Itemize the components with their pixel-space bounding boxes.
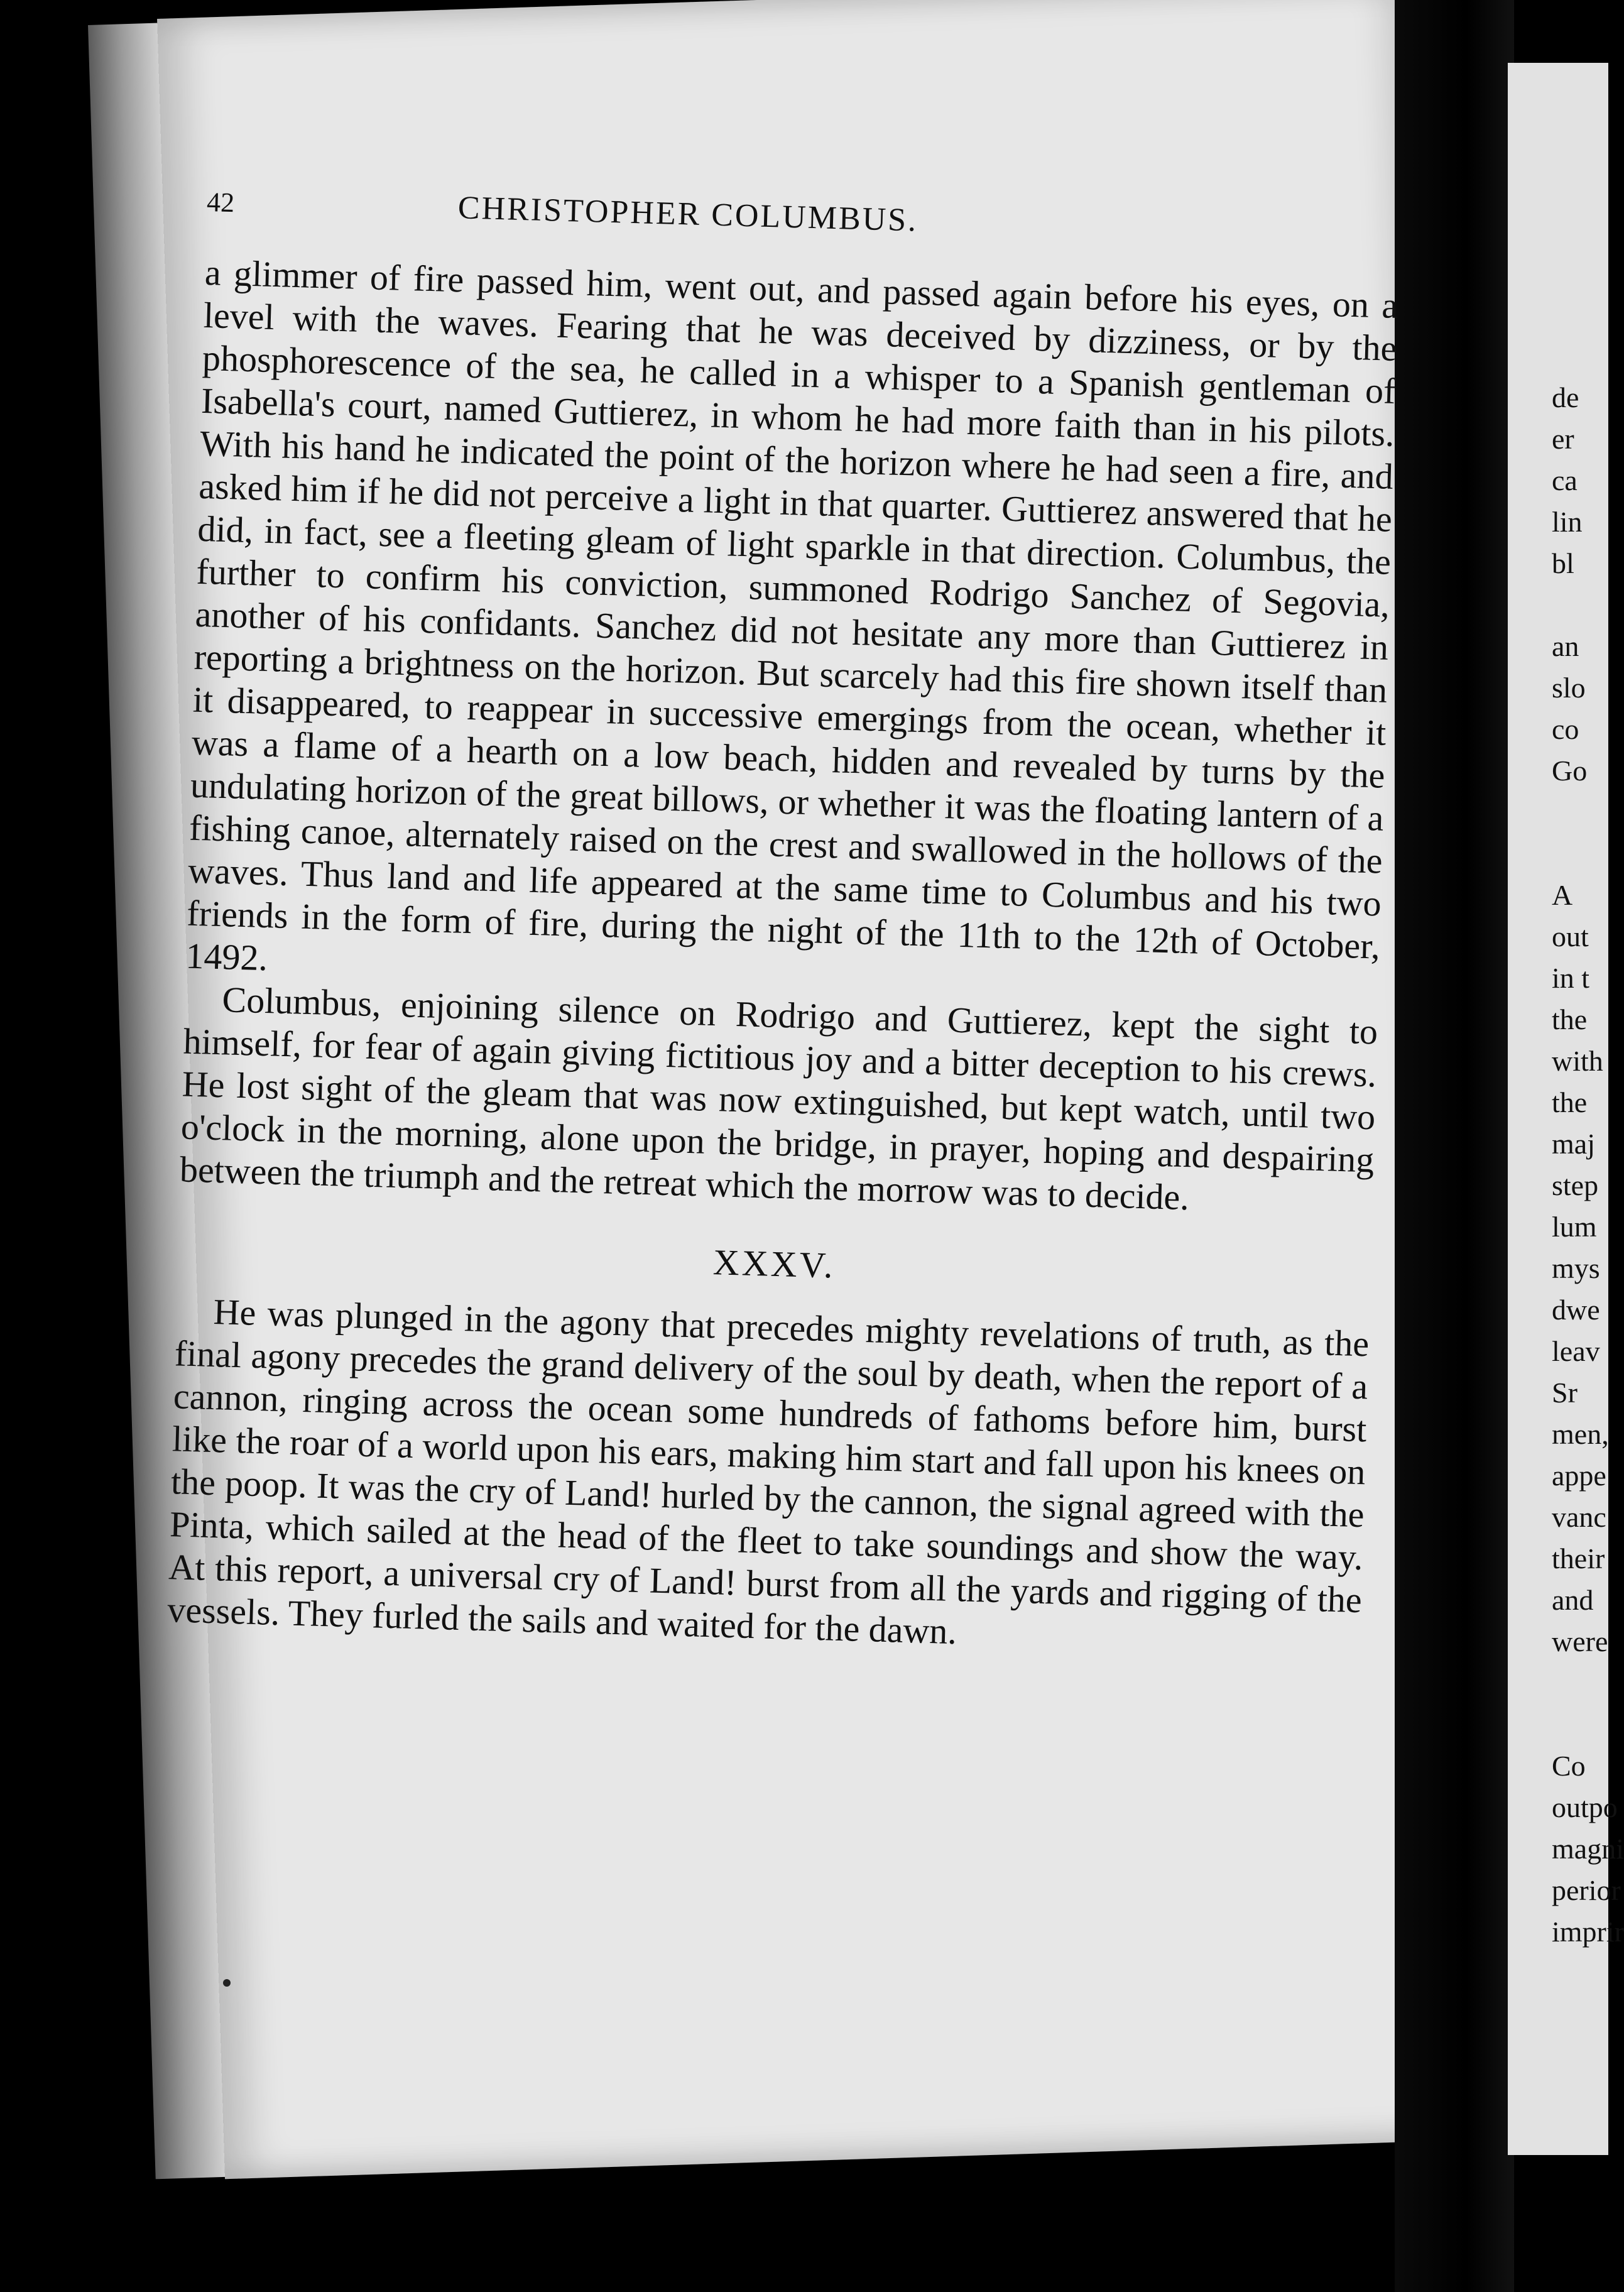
- facing-fragment: step: [1552, 1169, 1599, 1201]
- facing-fragment: with: [1552, 1045, 1603, 1077]
- facing-fragment: A: [1552, 879, 1573, 911]
- facing-fragment: mys: [1552, 1252, 1600, 1284]
- left-page-text: [167, 182, 1401, 1664]
- facing-fragment: in t: [1552, 962, 1590, 994]
- facing-fragment: er: [1552, 423, 1574, 455]
- facing-fragment: magni: [1552, 1833, 1624, 1865]
- facing-fragment: appe: [1552, 1460, 1606, 1492]
- paragraph-3: He was plunged in the agony that precedes mighty revelations of truth, as the final agony precedes the grand delivery of the soul by death, when the report of a cannon, ringing across the ocean some hundreds of fathoms before him, burst like the roar of a world upon his ears, making him start and fall upon his knees on the poop. It was the cry of Land! hurled by the cannon, the signal agreed with the Pinta, which sailed at the head of the fleet to take soundings and show the way. At this report, a universal cry of Land! burst from all the yards and rigging of the vessels. They furled the sails and waited for the dawn.: [166, 1291, 1370, 1652]
- facing-fragment: Go: [1552, 755, 1588, 787]
- paragraph-2: Columbus, enjoining silence on Rodrigo and Guttierez, kept the sight to himself, for fear of again giving fictitious joy and a bitter deception to his crews. He lost sight of the gleam that was now extinguished, but kept watch, until two o'clock in the morning, alone upon the bridge, in prayer, hoping and despairing between the triumph and the retreat which the morrow was to decide.: [179, 979, 1378, 1218]
- facing-fragment: their: [1552, 1542, 1605, 1574]
- facing-fragment: vanc: [1552, 1501, 1606, 1533]
- facing-fragment: bl: [1552, 547, 1574, 579]
- ink-speck: [223, 1979, 231, 1987]
- facing-fragment: co: [1552, 713, 1579, 745]
- facing-fragment: an: [1552, 630, 1579, 662]
- facing-fragment: Sr: [1552, 1377, 1578, 1409]
- facing-fragment: were: [1552, 1625, 1608, 1657]
- running-title: CHRISTOPHER COLUMBUS.: [457, 190, 918, 239]
- facing-fragment: the: [1552, 1003, 1588, 1035]
- facing-fragment: Co: [1552, 1750, 1586, 1782]
- facing-fragment: leav: [1552, 1335, 1600, 1367]
- facing-fragment: slo: [1552, 672, 1586, 704]
- facing-fragment: outpo: [1552, 1791, 1618, 1823]
- facing-fragment: perior: [1552, 1874, 1621, 1906]
- facing-fragment: the: [1552, 1086, 1588, 1118]
- page-number: 42: [206, 186, 235, 219]
- book-gutter: [1395, 0, 1514, 2292]
- paragraph-1: a glimmer of fire passed him, went out, and passed again before his eyes, on a level with the waves. Fearing that he was deceived by dizziness, or by the phosphorescence of the sea, he called in a whisper to a Spanish gentleman of Isabella's court, named Guttierez, in whom he had more faith than in his pilots. With his hand he indicated the point of the horizon where he had seen a fire, and asked him if he did not perceive a light in that quarter. Guttierez answered that he did, in fact, see a fleeting gleam of light sparkle in that direction. Columbus, the further to confirm his conviction, summoned Rodrigo Sanchez of Segovia, another of his confidants. Sanchez did not hesitate any more than Guttierez in reporting a brightness on the horizon. But scarcely had this fire shown itself than it disappeared, to reappear in successive emergings from the ocean, whether it was a flame of a hearth on a low beach, hidden and revealed by turns by the undulating horizon of the great billows, or whether it was the floating lantern of a fishing canoe, alternately raised on the crest and swallowed in the hollows of the waves. Thus land and life appeared at the same time to Columbus and his two friends in the form of fire, during the night of the 11th to the 12th of October, 1492.: [185, 251, 1399, 979]
- facing-fragment: ca: [1552, 464, 1578, 496]
- facing-fragment: de: [1552, 381, 1579, 413]
- facing-fragment: out: [1552, 920, 1589, 952]
- facing-fragment: dwe: [1552, 1294, 1600, 1326]
- facing-page-text: [1552, 377, 1624, 1953]
- facing-fragment: imprir: [1552, 1916, 1624, 1948]
- facing-fragment: maj: [1552, 1128, 1595, 1160]
- facing-fragment: and: [1552, 1584, 1594, 1616]
- section-heading: XXXV.: [712, 1242, 836, 1286]
- facing-fragment: lin: [1552, 506, 1583, 538]
- facing-fragment: lum: [1552, 1211, 1597, 1243]
- facing-fragment: men,: [1552, 1418, 1609, 1450]
